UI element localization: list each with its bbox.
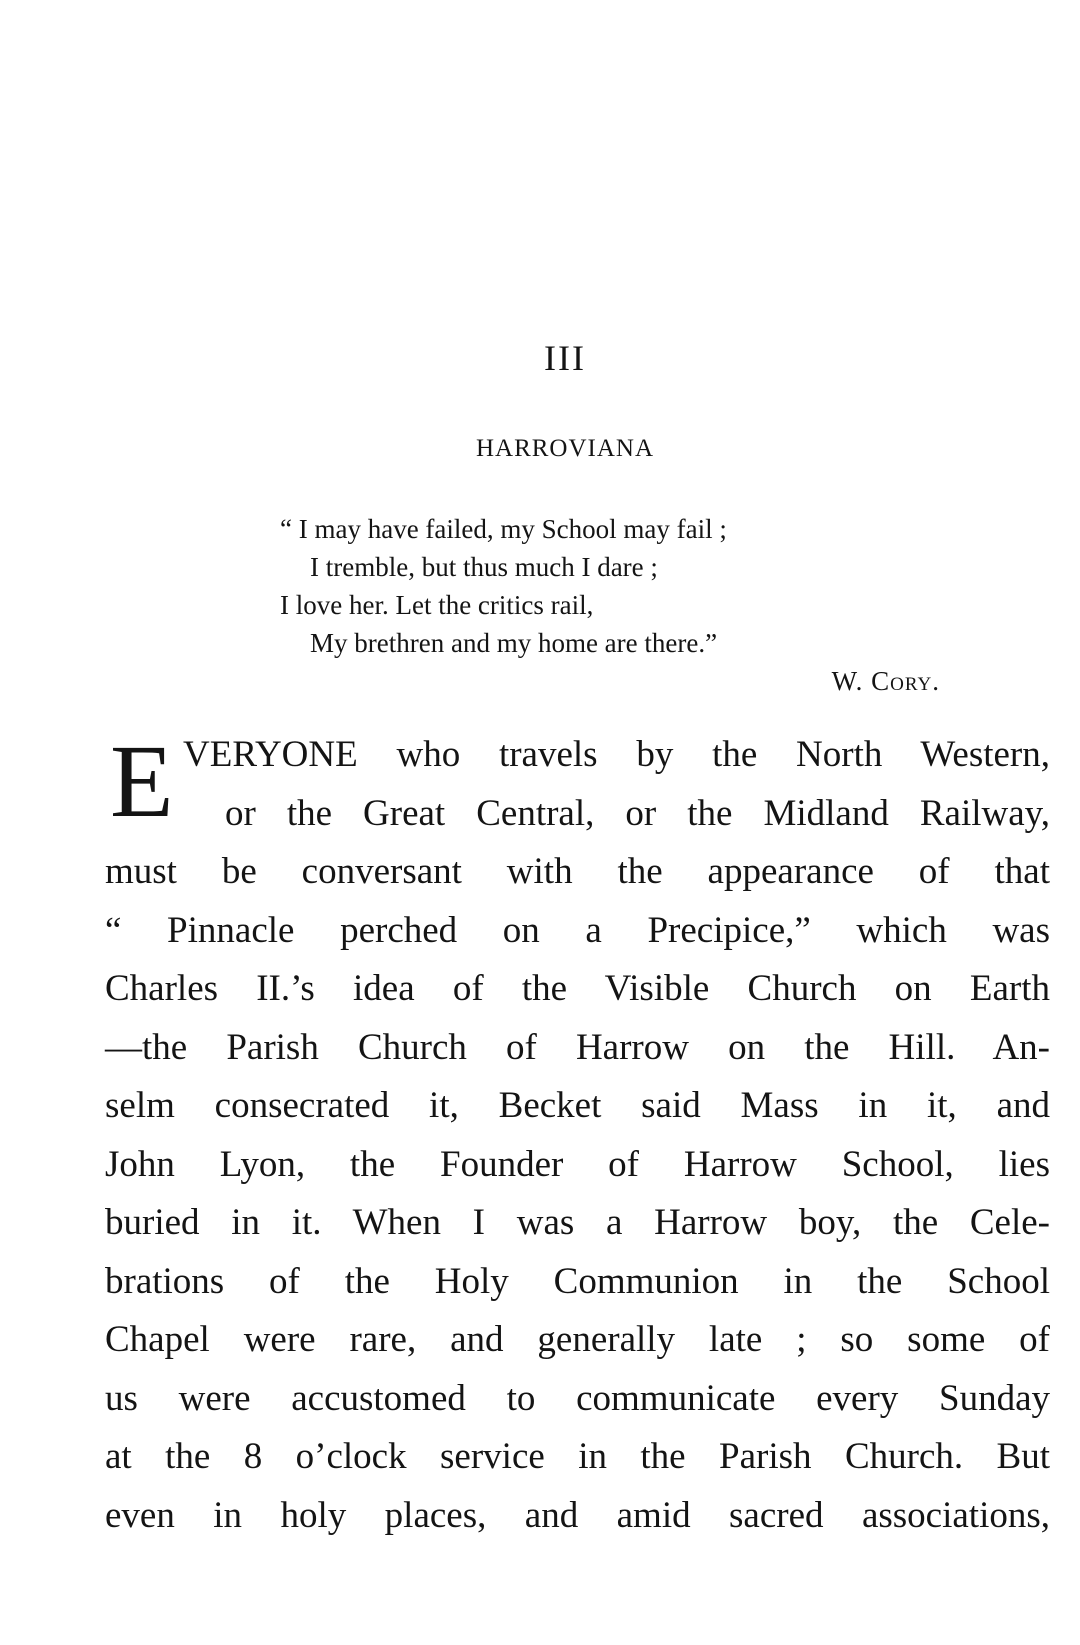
drop-cap: E <box>110 724 174 839</box>
body-line: VERYONE who travels by the North Western, <box>183 734 1050 775</box>
body-line: us were accustomed to communicate every Sunday <box>105 1377 1050 1419</box>
body-line: must be conversant with the appearance of that <box>105 851 1050 892</box>
body-line: —the Parish Church of Harrow on the Hill. An- <box>105 1026 1050 1068</box>
body-line: Chapel were rare, and generally late ; so some of <box>105 1319 1050 1360</box>
body-line: even in holy places, and amid sacred associations, <box>105 1494 1050 1536</box>
body-line: or the Great Central, or the Midland Railway, <box>225 792 1050 834</box>
epigraph-line: “ I may have failed, my School may fail ; <box>280 514 727 544</box>
body-line: buried in it. When I was a Harrow boy, the Cele- <box>105 1202 1050 1243</box>
epigraph-line: I love her. Let the critics rail, <box>280 590 594 620</box>
epigraph-line: My brethren and my home are there.” <box>310 628 718 658</box>
body-line: at the 8 o’clock service in the Parish Church. But <box>105 1436 1050 1477</box>
body-line: brations of the Holy Communion in the School <box>105 1260 1050 1302</box>
body-line: selm consecrated it, Becket said Mass in it, and <box>105 1085 1050 1126</box>
chapter-title: HARROVIANA <box>475 435 655 462</box>
body-line: John Lyon, the Founder of Harrow School, lies <box>105 1143 1050 1185</box>
body-line: “ Pinnacle perched on a Precipice,” which was <box>105 909 1050 951</box>
epigraph-attribution: W. Cory. <box>831 666 940 696</box>
epigraph-line: I tremble, but thus much I dare ; <box>310 552 658 582</box>
epigraph <box>270 510 960 700</box>
body-line: Charles II.’s idea of the Visible Church on Earth <box>105 968 1050 1009</box>
chapter-number: III <box>544 338 586 378</box>
body-paragraph <box>105 726 1050 1545</box>
